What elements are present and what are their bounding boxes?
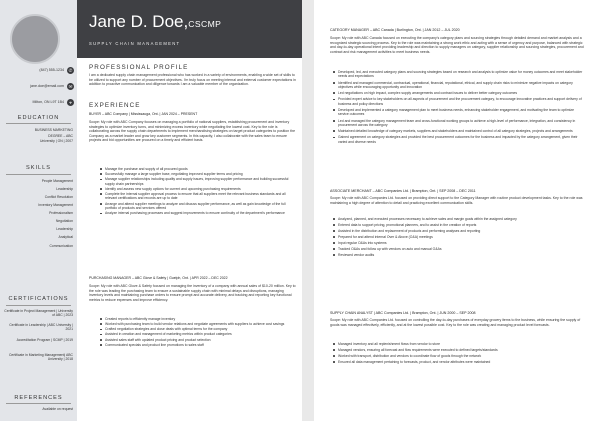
- references-heading: REFERENCES: [14, 395, 63, 401]
- job-title: SUPPLY CHAIN ANALYST | ABC Companies Ltd. | Brampton, Ont. | JUN 2000 – SEP 2008: [330, 311, 476, 315]
- list-item: Led negotiations on high impact, complex supply arrangements and contract issues to deliver better category outcomes: [333, 91, 585, 95]
- list-item: Provided expert advice to key stakeholders on all aspects of procurement and the procurement category, to encourage innovative practices and support delivery of business and policy directions: [333, 97, 585, 106]
- list-item: Managed vendors, ensuring all forecast and flow requirements were executed to defined targets/standards: [333, 348, 585, 352]
- job-bullets: [333, 217, 585, 259]
- list-item: Worked with transport, distribution and vendors to coordinate flow of goods through the network: [333, 354, 585, 358]
- job-bullets: [333, 70, 585, 146]
- list-item: Analyzed, planned, and executed processes necessary to achieve sales and margin goals within the assigned category: [333, 217, 585, 221]
- skill-item: Negotiation: [55, 219, 73, 223]
- job-title: ASSOCIATE MERCHANT – ABC Companies Ltd. | Brampton, Ont. | SEP 2008 – DEC 2011: [330, 189, 476, 193]
- list-item: Analyze internal purchasing processes and suggest improvements to ensure continuity of the department's performance: [100, 211, 295, 215]
- list-item: Entered data to support pricing, promotional planners, and to assist in the creation of reports: [333, 223, 585, 227]
- education-line: University | ON | 2007: [39, 139, 73, 143]
- certifications-divider: [6, 305, 71, 306]
- references-divider: [6, 403, 71, 404]
- list-item: Managed inventory and all replenishment flows from vendor to store: [333, 342, 585, 346]
- job-bullets: [100, 167, 295, 216]
- education-line: BUSINESS MARKETING: [34, 128, 73, 132]
- references-text: Available on request: [42, 407, 73, 411]
- job-summary: Scope: My role with ABC Companies Ltd. focused on controlling the day-to-day purchases of everyday grocery items to the business, while ensuring the supply of goods was managed effectively, efficiently, and at the lowest possible cost. Key to the role was creating and managing product level forecasts.: [330, 318, 581, 327]
- list-item: Ensured all data management pertaining to forecasts, product, and vendor attributes were maintained: [333, 360, 585, 364]
- profile-heading: PROFESSIONAL PROFILE: [89, 64, 189, 71]
- certification-item: Certificate in Leadership | ABC University | 2021: [9, 323, 73, 332]
- skills-divider: [6, 174, 71, 175]
- list-item: Worked with purchasing team to build vendor relations and negotiate agreements with suppliers to achieve cost savings: [100, 322, 295, 326]
- job-title: PURCHASING MANAGER – ABC Glove & Safety | Guelph, Ont. | APR 2022 – DEC 2022: [89, 276, 228, 280]
- job-title: BUYER – ABC Company | Mississauga, Ont. | JAN 2024 – PRESENT: [89, 112, 198, 116]
- list-item: Led and managed the category management team and cross-functional working groups to achieve a high-level of performance, integration, and consistency in procurement across the category: [333, 119, 585, 128]
- profile-text: I am a dedicated supply chain management professional who has worked in a variety of environments, enabling a wide set of skills to be utilized to support any number of procurement objectives. I'm truly focus on meeting internal and external customer expectations in addition to proactive communication and diligence towards I am a valuable member of the organization.: [89, 73, 296, 86]
- credential: CSCMP: [188, 19, 222, 29]
- list-item: Assisted sales staff with updated product pricing and product selection: [100, 338, 295, 342]
- job-title: CATEGORY MANAGER – ABC Canada | Burlington, Ont. | JAN 2012 – JUL 2020: [330, 28, 460, 32]
- job-bullets: [100, 317, 295, 348]
- list-item: Manage supplier relationships including quality and supply issues, improving supplier performance and building successful supply chain partnerships: [100, 177, 295, 186]
- skill-item: Leadership: [56, 227, 73, 231]
- skill-item: Leadership: [56, 187, 73, 191]
- skill-item: Analytical: [58, 235, 73, 239]
- job-summary: Scope: My role with ABC Companies Ltd. focused on providing direct support to the Category Manager with routine product development tasks. Key to the role was maintaining a high degree of attention to detail and practicing excellent communication skills.: [330, 196, 583, 205]
- list-item: Developed and implemented a category management plan to meet business needs, enhancing stakeholder engagement, and motivating the team to optimize service outcomes: [333, 108, 585, 117]
- candidate-name: Jane D. Doe,CSCMP: [89, 12, 222, 31]
- list-item: Identify and assess new supply options for current and upcoming purchasing requirements: [100, 187, 295, 191]
- list-item: Gained agreement on category strategies and provided the best procurement outcomes for the business and impacted by the category arrangement, given their varied and diverse needs: [333, 135, 585, 144]
- name-header: [77, 0, 302, 58]
- job-summary: Scope: My role with ABC Glove & Safety focused on managing the inventory of a company with annual sales of $10-20 million. Key to the role was leading the purchasing team to ensure a sustainable supply chain with minimal delays and disruptions, managing inventory levels and maintaining purchase orders to ensure prompt and accurate delivery, and tracking and reporting key functional metrics to reduce expenses and improve efficiency.: [89, 284, 296, 302]
- list-item: Assisted in the distribution and replacement of products and performing analyses and reporting: [333, 229, 585, 233]
- skills-heading: SKILLS: [26, 165, 51, 171]
- header-subtitle: SUPPLY CHAIN MANAGEMENT: [89, 41, 181, 46]
- skill-item: People Management: [41, 179, 73, 183]
- education-line: DEGREE – ABC: [48, 133, 73, 138]
- sidebar: [0, 0, 77, 421]
- contact-email: [4, 82, 74, 90]
- list-item: Prepared for and attend internal Over & Above (O&A) meetings: [333, 235, 585, 239]
- location-text: Milton, ON L9T 1B4: [32, 100, 64, 104]
- skill-item: Conflict Resolution: [44, 195, 73, 199]
- phone-icon: ✆: [68, 67, 73, 73]
- list-item: Reviewed vendor audits: [333, 253, 585, 257]
- list-item: Manage the purchase and supply of all procured goods: [100, 167, 295, 171]
- phone-text: (847) 555-1234: [39, 68, 64, 72]
- skill-item: Professionalism: [49, 211, 73, 215]
- email-icon: ✉: [68, 83, 73, 89]
- job-summary: Scope: My role with ABC Company focuses on managing a portfolio of national suppliers, establishing procurement and inventory strategies to optimize inventory turns, and minimizing excess inventory while negotiating the lowest cost. Key to the role is collaborating across the supply chain departments to implement merchandising strategies on target product categories to position the Company as a market leader and grow key customer segments. In this capacity, I also collaborate with the sales team to ensure projects and bid opportunities are procured on a timely and efficient basis.: [89, 120, 296, 142]
- certifications-heading: CERTIFICATIONS: [8, 296, 69, 302]
- list-item: Communicated specials and product line promotions to sales staff: [100, 343, 295, 347]
- list-item: Maintained detailed knowledge of category markets, suppliers and stakeholders and maintained control of all category strategies, projects and arrangements: [333, 129, 585, 133]
- contact-location: [4, 98, 74, 106]
- list-item: Developed, led, and executed category plans and sourcing strategies based on research and analysis to optimize value for money outcomes and meet stakeholder needs and expectations: [333, 70, 585, 79]
- list-item: Created reports to efficiently manage inventory: [100, 317, 295, 321]
- resume-page-2: [314, 0, 600, 421]
- certification-item: Certificate in Marketing Management| ABC University | 2018: [8, 353, 73, 362]
- skill-item: Communication: [49, 244, 73, 248]
- certification-item: Accreditation Program | SCMP | 2019: [16, 338, 73, 342]
- list-item: Tracked O&As and follow up with vendors on auto and manual O&As: [333, 247, 585, 251]
- list-item: Assisted in creation and management of marketing metrics within product categories: [100, 332, 295, 336]
- skill-item: Inventory Management: [38, 203, 73, 207]
- list-item: Input regular O&As into systems: [333, 241, 585, 245]
- job-summary: Scope: My role with ABC Canada focused on executing the company's category plans and sourcing strategies through detailed demand and market analysis and a recognized strategic sourcing process. Key to the role was maintaining a strong work ethic and acting with a sense of urgency and purpose, balanced with strategic and day-to-day operational intent providing leadership and direction to supply managers on category, supplier relationship and sourcing strategies, procurement and contract and risk management activities to meet business needs.: [330, 36, 584, 54]
- education-heading: EDUCATION: [17, 115, 60, 121]
- list-item: Arrange and attend supplier meetings to analyze and discuss supplier performance, as well as gain knowledge of the full portfolio of products and services offered: [100, 202, 295, 211]
- job-bullets: [333, 342, 585, 366]
- contact-phone: [4, 66, 74, 74]
- list-item: Crafted negotiation strategies and close deals with optimal terms for the company: [100, 327, 295, 331]
- list-item: Identified and managed commercial, contractual, operational, financial, reputational, ethical, and supply chain risks to minimize negative impacts on category objectives while encouraging opportunity and innovation: [333, 81, 585, 90]
- profile-photo-placeholder: [10, 14, 60, 64]
- experience-heading: EXPERIENCE: [89, 102, 141, 109]
- location-pin-icon: ⌖: [67, 99, 74, 106]
- list-item: Complete the internal supplier approval process to ensure that all suppliers meet the relevant business standards and all relevant certifications and records are up to date: [100, 192, 295, 201]
- list-item: Successfully manage a large supplier base, negotiating improved supplier terms and pricing: [100, 172, 295, 176]
- email-text: jane.doe@email.com: [30, 84, 64, 88]
- education-divider: [6, 123, 71, 124]
- certification-item: Certificate in Project Management | University of ABC | 2023: [4, 309, 73, 318]
